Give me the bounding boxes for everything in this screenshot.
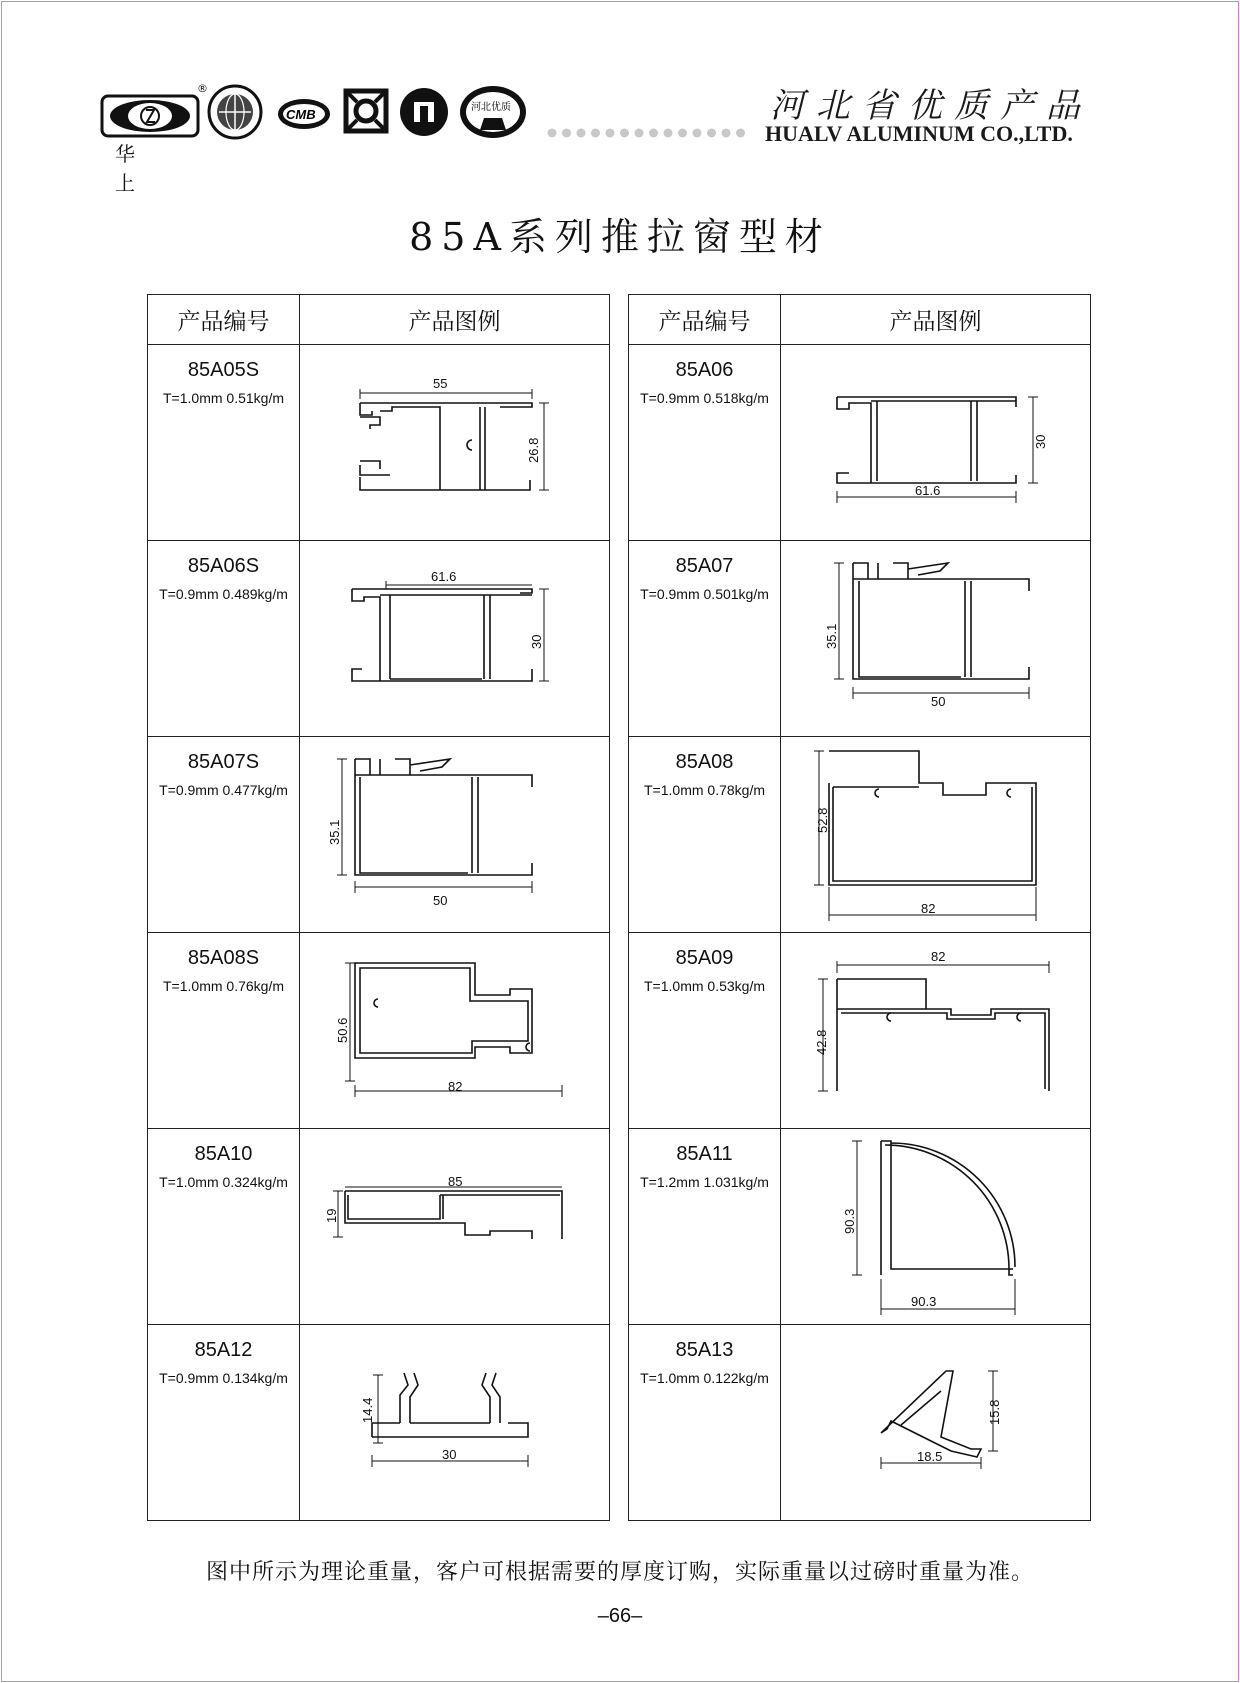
product-spec: T=0.9mm 0.489kg/m xyxy=(159,586,288,602)
product-code: 85A06 xyxy=(675,359,734,381)
column-header-code: 产品编号 xyxy=(629,295,781,345)
table-row xyxy=(629,1325,1091,1521)
divider-dot xyxy=(722,129,731,138)
table-row xyxy=(629,345,1091,541)
dimension-label: 30 xyxy=(442,1447,457,1462)
product-code: 85A09 xyxy=(675,947,734,969)
column-header-figure: 产品图例 xyxy=(781,295,1091,345)
product-table-right xyxy=(628,294,1091,1521)
product-spec: T=1.0mm 0.51kg/m xyxy=(163,390,284,406)
product-code: 85A13 xyxy=(675,1339,734,1361)
dimension-label: 26.8 xyxy=(526,437,541,463)
product-spec: T=1.0mm 0.122kg/m xyxy=(640,1370,769,1386)
hualv-logo-icon xyxy=(100,92,200,140)
product-spec: T=0.9mm 0.518kg/m xyxy=(640,390,769,406)
page-title: 85A系列推拉窗型材 xyxy=(409,215,831,259)
profile-drawing-85a10 xyxy=(300,1129,609,1324)
dimension-label: 18.5 xyxy=(917,1449,943,1464)
dimension-label: 50 xyxy=(931,694,946,709)
dimension-label: 82 xyxy=(448,1079,463,1094)
column-header-figure: 产品图例 xyxy=(300,295,610,345)
divider-dot xyxy=(548,129,557,138)
dimension-label: 30 xyxy=(1033,434,1048,449)
profile-drawing-85a09 xyxy=(781,933,1090,1128)
product-spec: T=0.9mm 0.134kg/m xyxy=(159,1370,288,1386)
product-code: 85A12 xyxy=(194,1339,253,1361)
product-spec: T=1.2mm 1.031kg/m xyxy=(640,1174,769,1190)
product-spec: T=1.0mm 0.53kg/m xyxy=(644,978,765,994)
dimension-label: 50 xyxy=(433,893,448,908)
dimension-label: 90.3 xyxy=(842,1208,857,1234)
dimension-label: 90.3 xyxy=(911,1294,937,1309)
profile-drawing-85a06 xyxy=(781,345,1090,540)
product-spec: T=1.0mm 0.324kg/m xyxy=(159,1174,288,1190)
quality-knot-icon xyxy=(343,88,389,134)
profile-drawing-85a07 xyxy=(781,541,1090,736)
product-spec: T=1.0mm 0.76kg/m xyxy=(163,978,284,994)
divider-dot xyxy=(649,129,658,138)
header-title-en: HUALV ALUMINUM CO.,LTD. xyxy=(765,121,1073,146)
table-row xyxy=(629,933,1091,1129)
dimension-label: 85 xyxy=(448,1174,463,1189)
table-row xyxy=(629,1129,1091,1325)
certification-globe-icon xyxy=(207,84,263,140)
profile-drawing-85a06s xyxy=(300,541,609,736)
dimension-label: 82 xyxy=(931,949,946,964)
dimension-label: 19 xyxy=(324,1208,339,1223)
profile-drawing-85a05s xyxy=(300,345,609,540)
dimension-label: 15.8 xyxy=(987,1399,1002,1425)
divider-dot xyxy=(591,129,600,138)
dimension-label: 30 xyxy=(529,634,544,649)
dimension-label: 61.6 xyxy=(915,483,941,498)
badge-icon xyxy=(398,84,450,138)
logo-row xyxy=(100,80,540,195)
column-header-code: 产品编号 xyxy=(148,295,300,345)
dimension-label: 82 xyxy=(921,901,936,916)
product-code: 85A07 xyxy=(675,555,734,577)
product-code: 85A06S xyxy=(187,555,260,577)
profile-drawing-85a08s xyxy=(300,933,609,1128)
divider-dot xyxy=(620,129,629,138)
product-code: 85A05S xyxy=(187,359,260,381)
product-table-left xyxy=(147,294,610,1521)
divider-dot xyxy=(562,129,571,138)
table-row xyxy=(148,1325,610,1521)
divider-dot xyxy=(736,129,745,138)
profile-drawing-85a07s xyxy=(300,737,609,932)
table-row xyxy=(148,933,610,1129)
product-spec: T=0.9mm 0.501kg/m xyxy=(640,586,769,602)
table-row xyxy=(629,541,1091,737)
dimension-label: 35.1 xyxy=(824,623,839,649)
divider-dot xyxy=(707,129,716,138)
table-row xyxy=(148,541,610,737)
svg-text:CMB: CMB xyxy=(286,107,316,122)
dimension-label: 35.1 xyxy=(327,819,342,845)
registered-mark: ® xyxy=(197,82,208,95)
dimension-label: 50.6 xyxy=(335,1017,350,1043)
hebei-quality-icon xyxy=(458,84,528,140)
profile-drawing-85a13 xyxy=(781,1325,1090,1520)
page-number: –66– xyxy=(597,1605,643,1627)
profile-drawing-85a12 xyxy=(300,1325,609,1520)
dimension-label: 14.4 xyxy=(360,1397,375,1423)
profile-drawing-85a11 xyxy=(781,1129,1090,1324)
product-spec: T=1.0mm 0.78kg/m xyxy=(644,782,765,798)
brand-name: 华 上 xyxy=(115,142,159,195)
divider-dot xyxy=(577,129,586,138)
product-code: 85A08 xyxy=(675,751,734,773)
header-dot-divider xyxy=(545,126,755,140)
table-row xyxy=(629,737,1091,933)
divider-dot xyxy=(664,129,673,138)
table-row xyxy=(148,345,610,541)
dimension-label: 55 xyxy=(433,376,448,391)
dimension-label: 52.8 xyxy=(815,807,830,833)
divider-dot xyxy=(606,129,615,138)
product-code: 85A08S xyxy=(187,947,260,969)
dimension-label: 61.6 xyxy=(431,569,457,584)
product-code: 85A11 xyxy=(676,1143,733,1165)
product-spec: T=0.9mm 0.477kg/m xyxy=(159,782,288,798)
header-title-cn: 河北省优质产品 xyxy=(770,86,1092,126)
footer-note: 图中所示为理论重量，客户可根据需要的厚度订购，实际重量以过磅时重量为准。 xyxy=(205,1560,1034,1585)
dimension-label: 42.8 xyxy=(814,1029,829,1055)
divider-dot xyxy=(635,129,644,138)
svg-text:河北优质: 河北优质 xyxy=(471,102,511,113)
divider-dot xyxy=(693,129,702,138)
table-row xyxy=(148,1129,610,1325)
table-row xyxy=(148,737,610,933)
cmb-icon xyxy=(276,96,332,132)
divider-dot xyxy=(678,129,687,138)
product-code: 85A07S xyxy=(187,751,260,773)
product-code: 85A10 xyxy=(194,1143,253,1165)
profile-drawing-85a08 xyxy=(781,737,1090,932)
